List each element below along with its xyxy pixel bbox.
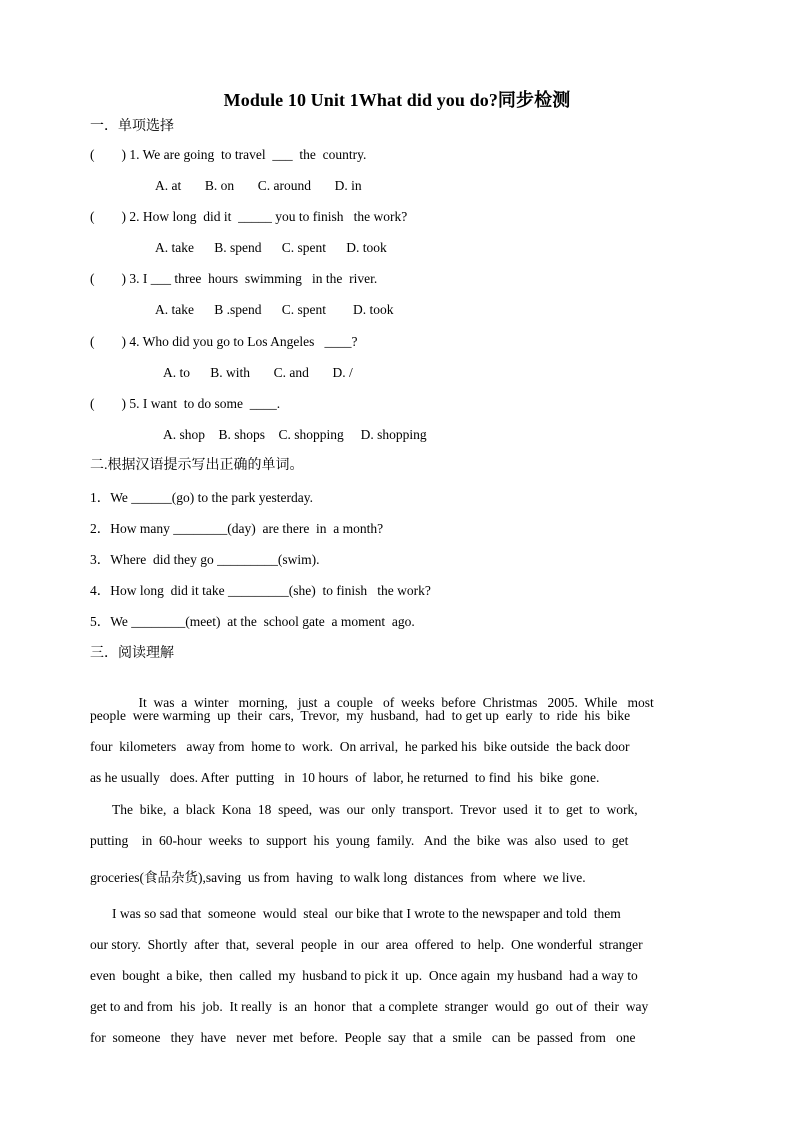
reading-p3-line-5: for someone they have never met before. People say that a smile can be passed from one (90, 1030, 636, 1045)
mcq-options-1: A. at B. on C. around D. in (155, 178, 362, 193)
fill-item-5: 5．We ________(meet) at the school gate a moment ago. (90, 614, 415, 629)
mcq-options-5: A. shop B. shops C. shopping D. shopping (163, 427, 427, 442)
section-heading-fill-in: 二.根据汉语提示写出正确的单词。 (90, 458, 304, 473)
mcq-question-2: ( ) 2. How long did it _____ you to finish the work? (90, 209, 408, 224)
mcq-options-3: A. take B .spend C. spent D. took (155, 302, 394, 317)
fill-item-2: 2．How many ________(day) are there in a month? (90, 521, 384, 536)
reading-p1-text-1: It was a winter morning, just a couple of weeks before Christmas 2005. While most (138, 695, 654, 710)
mcq-question-5: ( ) 5. I want to do some ____. (90, 396, 281, 411)
page-title: Module 10 Unit 1What did you do?同步检测 (223, 90, 571, 110)
reading-p3-line-4: get to and from his job. It really is an honor that a complete stranger would go out of their way (90, 999, 649, 1014)
reading-p1-line-4: as he usually does. After putting in 10 hours of labor, he returned to find his bike gone. (90, 770, 600, 785)
fill-item-1: 1．We ______(go) to the park yesterday. (90, 490, 313, 505)
reading-p2-line-2: putting in 60-hour weeks to support his young family. And the bike was also used to get (90, 833, 629, 848)
fill-item-3: 3．Where did they go _________(swim). (90, 552, 320, 567)
reading-p2-line-3: groceries(食品杂货),saving us from having to walk long distances from where we live. (90, 870, 586, 885)
reading-p3-line-1: I was so sad that someone would steal our bike that I wrote to the newspaper and told them (112, 906, 621, 921)
reading-p3-line-3: even bought a bike, then called my husband to pick it up. Once again my husband had a way to (90, 968, 638, 983)
mcq-question-4: ( ) 4. Who did you go to Los Angeles ____? (90, 334, 358, 349)
mcq-options-2: A. take B. spend C. spent D. took (155, 240, 387, 255)
mcq-question-3: ( ) 3. I ___ three hours swimming in the river. (90, 271, 378, 286)
fill-item-4: 4．How long did it take _________(she) to finish the work? (90, 583, 431, 598)
reading-p3-line-2: our story. Shortly after that, several people in our area offered to help. One wonderful stranger (90, 937, 643, 952)
reading-p2-line-1: The bike, a black Kona 18 speed, was our only transport. Trevor used it to get to work, (112, 802, 638, 817)
section-heading-reading: 三．阅读理解 (90, 646, 174, 661)
mcq-question-1: ( ) 1. We are going to travel ___ the country. (90, 147, 367, 162)
reading-p1-line-3: four kilometers away from home to work. On arrival, he parked his bike outside the back door (90, 739, 630, 754)
reading-p1-line-2: people were warming up their cars, Trevor, my husband, had to get up early to ride his bike (90, 708, 631, 723)
section-heading-multiple-choice: 一．单项选择 (90, 119, 174, 134)
mcq-options-4: A. to B. with C. and D. / (163, 365, 353, 380)
